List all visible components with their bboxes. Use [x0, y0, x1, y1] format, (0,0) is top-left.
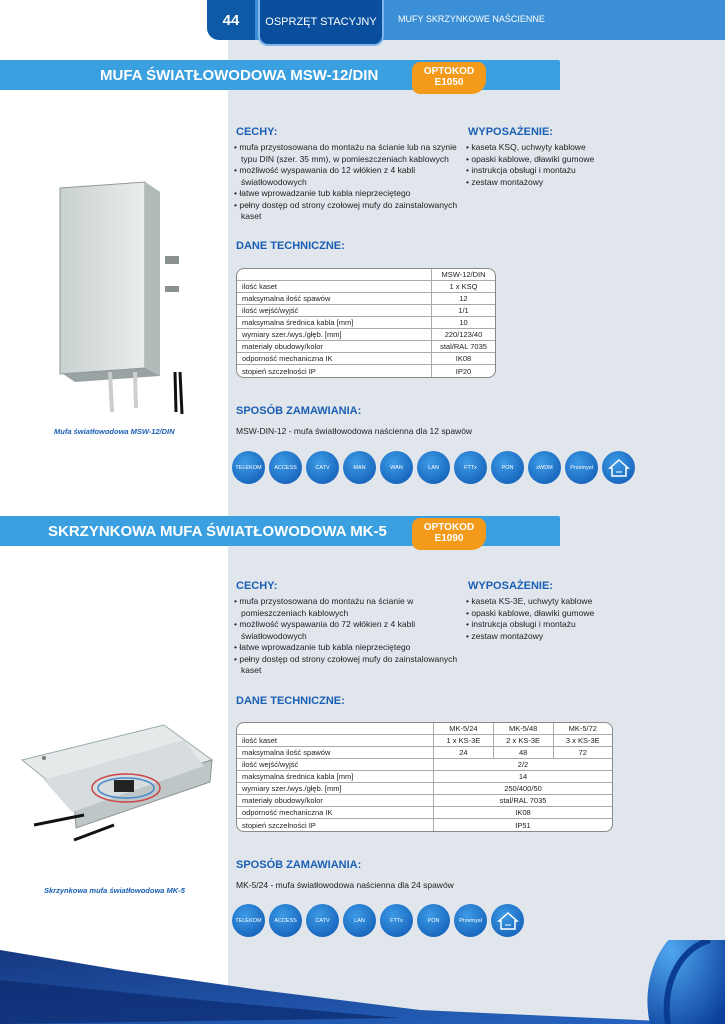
product1-image [50, 176, 190, 416]
table-cell: materiały obudowy/kolor [237, 341, 432, 353]
list-item: • zestaw montażowy [466, 177, 646, 189]
table-row [237, 759, 612, 771]
table-cell: ilość kaset [237, 735, 434, 747]
pon-icon: PON [417, 904, 450, 937]
table-cell: 220/123/40 [432, 329, 495, 341]
xwdm-icon: xWDM [528, 451, 561, 484]
table-cell: 3 x KS-3E [554, 735, 612, 747]
product1-features [234, 142, 459, 223]
table-cell: 2/2 [434, 759, 612, 771]
product1-spec-table [236, 268, 496, 378]
table-cell: maksymalna średnica kabla [mm] [237, 771, 434, 783]
table-cell: materiały obudowy/kolor [237, 795, 434, 807]
tab-osprzet-stacyjny[interactable]: OSPRZĘT STACYJNY [258, 0, 384, 46]
table-cell: 24 [434, 747, 494, 759]
table-cell: 48 [494, 747, 554, 759]
table-cell: ilość kaset [237, 281, 432, 293]
list-item: • instrukcja obsługi i montażu [466, 619, 646, 631]
przemysl-icon: Przemysł [565, 451, 598, 484]
table-cell: 14 [434, 771, 612, 783]
list-item: • łatwe wprowadzanie tub kabla nieprzeciętego [234, 642, 459, 654]
table-header-cell: MK-5/48 [494, 723, 554, 735]
table-row [237, 353, 495, 365]
table-cell: stopień szczelności IP [237, 365, 432, 377]
table-cell: IP20 [455, 366, 472, 376]
product2-title: SKRZYNKOWA MUFA ŚWIATŁOWODOWA MK-5 [0, 516, 560, 546]
bottom-decoration [0, 940, 725, 1024]
table-header-cell: MK-5/24 [434, 723, 494, 735]
optokod-value: E1090 [434, 533, 464, 544]
product2-features-heading: CECHY: [236, 580, 278, 592]
table-cell: ilość wejść/wyjść [237, 305, 432, 317]
product1-caption: Mufa światłowodowa MSW-12/DIN [54, 427, 175, 436]
table-cell: maksymalna średnica kabla [mm] [237, 317, 432, 329]
table-row [237, 807, 612, 819]
list-item: • instrukcja obsługi i montażu [466, 165, 646, 177]
table-cell: wymiary szer./wys./głęb. [mm] [237, 329, 432, 341]
table-cell: odporność mechaniczna IK [237, 353, 432, 365]
product2-spec-table [236, 722, 613, 832]
table-cell: 1 x KS-3E [434, 735, 494, 747]
product2-caption: Skrzynkowa mufa światłowodowa MK-5 [44, 886, 185, 895]
house-icon [602, 451, 635, 484]
product1-tech-heading: DANE TECHNICZNE: [236, 240, 345, 252]
table-cell: stopień szczelności IP [237, 819, 434, 831]
table-row [237, 293, 495, 305]
table-cell: IP51 [515, 820, 531, 830]
table-row [237, 365, 495, 377]
product2-icons [232, 904, 524, 937]
table-row [237, 735, 612, 747]
product1-equipment-heading: WYPOSAŻENIE: [468, 126, 553, 138]
product1-equipment [466, 142, 646, 188]
telekom-icon: TELEKOM [232, 904, 265, 937]
wan-icon: WAN [380, 451, 413, 484]
table-header-cell: MSW-12/DIN [432, 269, 495, 281]
catv-icon: CATV [306, 904, 339, 937]
table-row [237, 795, 612, 807]
page-number: 44 [207, 0, 255, 40]
optokod-label: OPTOKOD [423, 522, 475, 533]
table-cell: IK08 [434, 807, 612, 819]
table-row [237, 281, 495, 293]
tab-mufy-skrzynkowe[interactable]: MUFY SKRZYNKOWE NAŚCIENNE [398, 14, 545, 24]
product1-icons [232, 451, 635, 484]
list-item: • pełny dostęp od strony czołowej mufy do zainstalowanych kaset [234, 200, 459, 223]
table-cell: wymiary szer./wys./głęb. [mm] [237, 783, 434, 795]
list-item: • zestaw montażowy [466, 631, 646, 643]
list-item: • mufa przystosowana do montażu na ścianie lub na szynie typu DIN (szer. 35 mm), w pomieszczeniach kablowych [234, 142, 459, 165]
table-row [237, 269, 495, 281]
table-row [237, 771, 612, 783]
man-icon: MAN [343, 451, 376, 484]
table-row [237, 723, 612, 735]
list-item: • możliwość wyspawania do 12 włókien z 4 kabli światłowodowych [234, 165, 459, 188]
przemysl-icon: Przemysł [454, 904, 487, 937]
product2-order-text: MK-5/24 - mufa światłowodowa naścienna dla 24 spawów [236, 880, 454, 890]
telekom-icon: TELEKOM [232, 451, 265, 484]
lan-icon: LAN [417, 451, 450, 484]
table-cell: 1 x KSQ [432, 281, 495, 293]
catv-icon: CATV [306, 451, 339, 484]
list-item: • opaski kablowe, dławiki gumowe [466, 608, 646, 620]
list-item: • kaseta KS-3E, uchwyty kablowe [466, 596, 646, 608]
product2-optokod [412, 518, 486, 550]
fttx-icon: FTTx [454, 451, 487, 484]
table-cell: ilość wejść/wyjść [237, 759, 434, 771]
product2-equipment [466, 596, 646, 642]
list-item: • możliwość wyspawania do 72 włókien z 4 kabli światłowodowych [234, 619, 459, 642]
fttx-icon: FTTx [380, 904, 413, 937]
table-row [237, 747, 612, 759]
product1-title: MUFA ŚWIATŁOWODOWA MSW-12/DIN [0, 60, 560, 90]
optokod-label: OPTOKOD [423, 66, 475, 77]
table-cell: stal/RAL 7035 [432, 341, 495, 353]
table-row [237, 305, 495, 317]
table-cell: maksymalna ilość spawów [237, 747, 434, 759]
product2-features [234, 596, 459, 677]
product2-tech-heading: DANE TECHNICZNE: [236, 695, 345, 707]
product2-equipment-heading: WYPOSAŻENIE: [468, 580, 553, 592]
pon-icon: PON [491, 451, 524, 484]
table-cell: 1/1 [432, 305, 495, 317]
table-row [237, 341, 495, 353]
table-cell: 2 x KS-3E [494, 735, 554, 747]
table-cell: IK08 [432, 353, 495, 365]
product1-order-heading: SPOSÓB ZAMAWIANIA: [236, 405, 362, 417]
list-item: • opaski kablowe, dławiki gumowe [466, 154, 646, 166]
optokod-value: E1050 [434, 77, 464, 88]
table-header-cell: MK-5/72 [554, 723, 612, 735]
table-row [237, 329, 495, 341]
table-cell: maksymalna ilość spawów [237, 293, 432, 305]
list-item: • łatwe wprowadzanie tub kabla nieprzeciętego [234, 188, 459, 200]
house-icon [491, 904, 524, 937]
access-icon: ACCESS [269, 451, 302, 484]
product2-order-heading: SPOSÓB ZAMAWIANIA: [236, 859, 362, 871]
table-cell: odporność mechaniczna IK [237, 807, 434, 819]
table-cell: 250/400/50 [434, 783, 612, 795]
table-row [237, 819, 612, 831]
list-item: • pełny dostęp od strony czołowej mufy do zainstalowanych kaset [234, 654, 459, 677]
lan-icon: LAN [343, 904, 376, 937]
product2-image [14, 720, 219, 860]
product1-features-heading: CECHY: [236, 126, 278, 138]
list-item: • kaseta KSQ, uchwyty kablowe [466, 142, 646, 154]
product1-optokod [412, 62, 486, 94]
table-row [237, 317, 495, 329]
table-cell: 72 [554, 747, 612, 759]
table-cell: 10 [432, 317, 495, 329]
access-icon: ACCESS [269, 904, 302, 937]
table-cell: stal/RAL 7035 [434, 795, 612, 807]
table-cell: 12 [432, 293, 495, 305]
product1-order-text: MSW-DIN-12 - mufa światłowodowa naścienna dla 12 spawów [236, 426, 473, 436]
table-row [237, 783, 612, 795]
list-item: • mufa przystosowana do montażu na ścianie w pomieszczeniach kablowych [234, 596, 459, 619]
